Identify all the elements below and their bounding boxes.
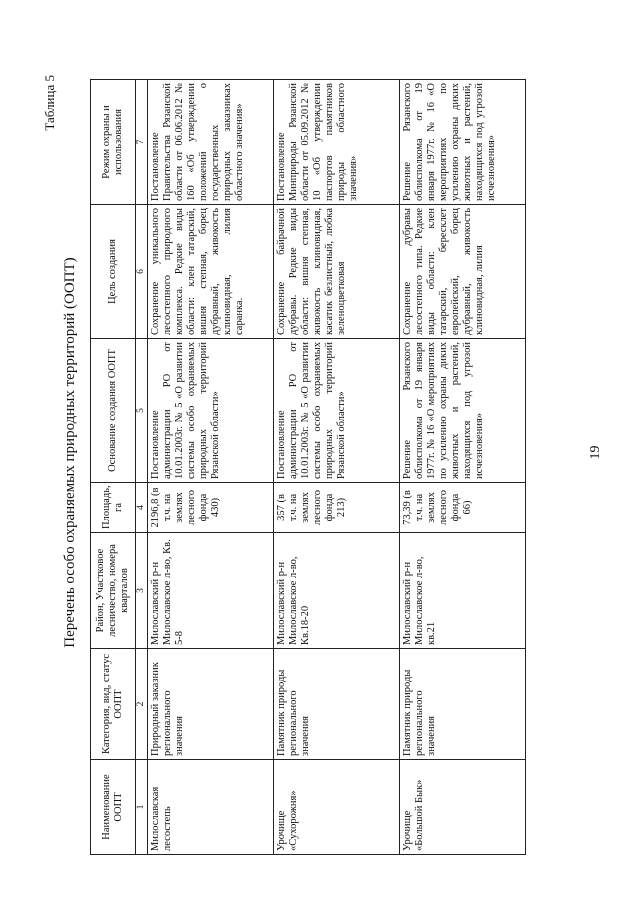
oopt-purpose: Сохранение уникального лесостепного природного комплекса. Редкие виды области: клен татарский, вишня степная, борец дубравный, живокость клиновидная, лилия саранка.: [148, 205, 274, 339]
oopt-location: Милославский р-н Милославское л-во, Кв. 5-8: [148, 533, 274, 649]
oopt-table: [90, 79, 526, 855]
table-header-row: [91, 80, 136, 855]
oopt-basis: Постановление администрации РО от 10.01.2003г. № 5 «О развитии системы особо охраняемых природных территорий Рязанской области»: [148, 339, 274, 483]
page-title: Перечень особо охраняемых природных территорий (ООПТ): [62, 257, 78, 648]
oopt-regime: Постановление Минприроды Рязанской области от 05.09.2012 № 10 «Об утверждении паспортов памятников природы областного значения»: [274, 80, 400, 205]
oopt-name: Урочище «Сухорожня»: [274, 760, 400, 855]
column-number: 5: [136, 339, 148, 483]
header-cell: Площадь, га: [91, 483, 136, 533]
header-cell: Режим охраны и использования: [91, 80, 136, 205]
column-number: 3: [136, 533, 148, 649]
oopt-basis: Постановление администрации РО от 10.01.2003г. № 5 «О развитии системы особо охраняемых природных территорий Рязанской области»: [274, 339, 400, 483]
oopt-name: Урочище «Большой Бык»: [400, 760, 526, 855]
table-row: [274, 80, 400, 855]
column-number: 7: [136, 80, 148, 205]
oopt-regime: Постановление Правительства Рязанской области от 06.06.2012 № 160 «Об утверждении положений о государственных природных заказниках областного значения»: [148, 80, 274, 205]
column-number: 4: [136, 483, 148, 533]
header-cell: Основание создания ООПТ: [91, 339, 136, 483]
header-cell: Цель создания: [91, 205, 136, 339]
oopt-purpose: Сохранение байрачной дубравы. Редкие виды области: вишня степная, живокость клиновидная, касатик безлистный, любка зеленоцветковая: [274, 205, 400, 339]
oopt-location: Милославский р-н Милославское л-во, Кв.18-20: [274, 533, 400, 649]
oopt-regime: Решение Рязанского облисполкома от 19 января 1977г. № 16 «О мероприятиях по усилению охраны диких животных и растений, находящихся под угрозой исчезновения»: [400, 80, 526, 205]
oopt-name: Милославская лесостепь: [148, 760, 274, 855]
header-cell: Район, Участковое лесничество, номера кварталов: [91, 533, 136, 649]
page-number: 19: [588, 445, 603, 460]
table-row: [148, 80, 274, 855]
table-row: [400, 80, 526, 855]
oopt-category: Памятник природы регионального значения: [274, 649, 400, 760]
header-cell: Наименование ООПТ: [91, 760, 136, 855]
oopt-area: 357 (в т.ч. на землях лесного фонда 213): [274, 483, 400, 533]
column-number: 2: [136, 649, 148, 760]
oopt-basis: Решение Рязанского облисполкома от 19 января 1977г. № 16 «О мероприятиях по усилению охраны диких животных и растений, находящихся под угрозой исчезновения»: [400, 339, 526, 483]
oopt-location: Милославский р-н Милославское л-во, кв.21: [400, 533, 526, 649]
oopt-area: 73,39 (в т.ч. на землях лесного фонда 66): [400, 483, 526, 533]
table-caption: Таблица 5: [42, 75, 57, 131]
oopt-purpose: Сохранение дубравы лесостепного типа. Редкие виды области: клен татарский, бересклет европейский, борец дубравный, живокость клиновидная, лилия: [400, 205, 526, 339]
column-number-row: [136, 80, 148, 855]
oopt-area: 2196,8 (в т.ч. на землях лесного фонда 430): [148, 483, 274, 533]
oopt-category: Памятник природы регионального значения: [400, 649, 526, 760]
oopt-category: Природный заказник регионального значения: [148, 649, 274, 760]
column-number: 6: [136, 205, 148, 339]
column-number: 1: [136, 760, 148, 855]
header-cell: Категория, вид, статус ООПТ: [91, 649, 136, 760]
